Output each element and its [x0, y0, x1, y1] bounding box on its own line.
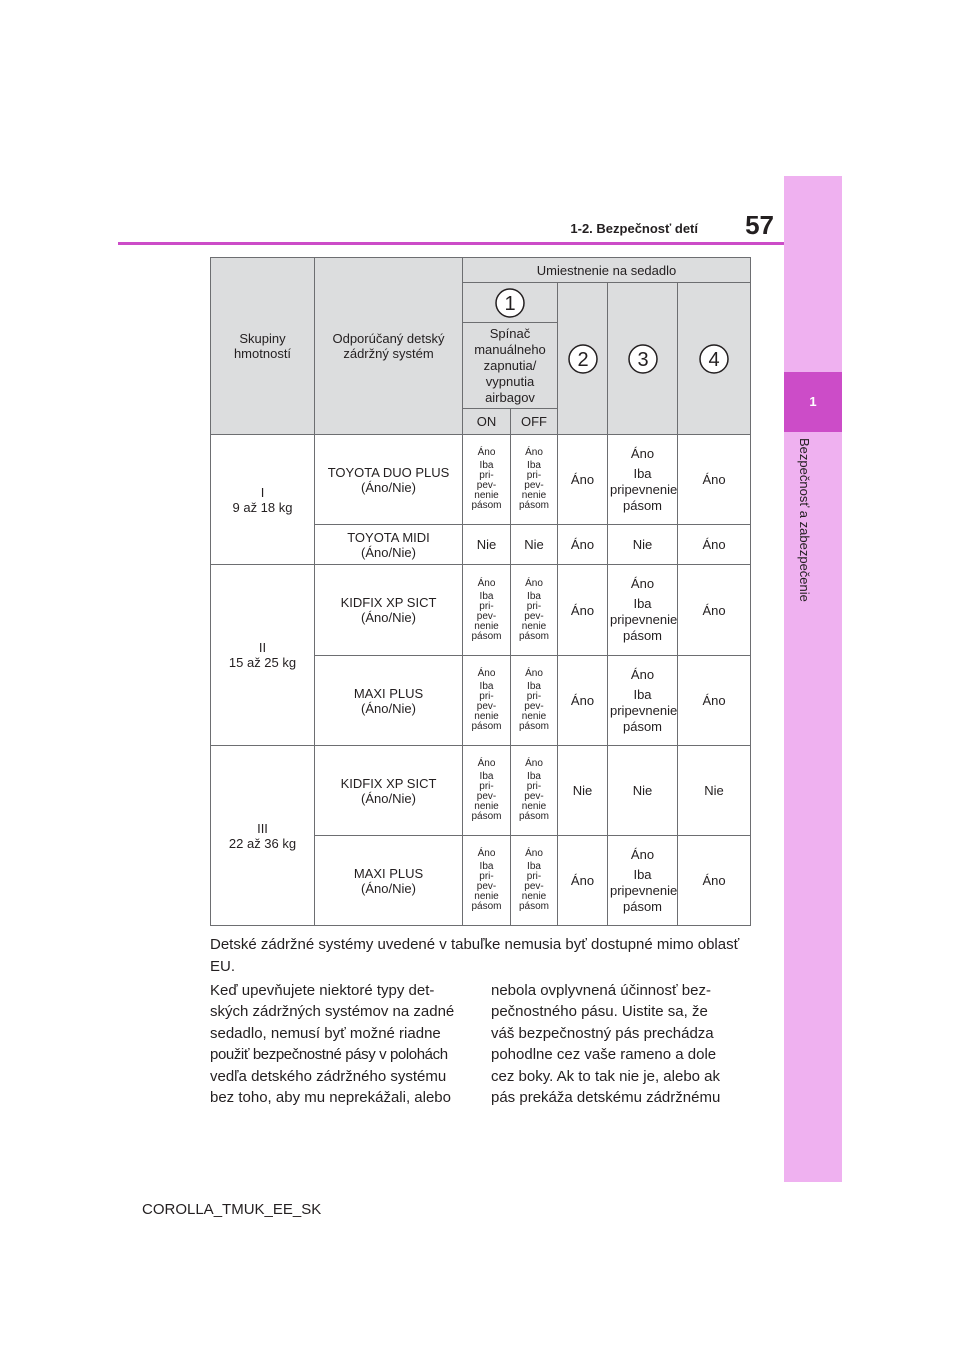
belt-cell-on: Áno Iba pri- pev- nenie pásom — [463, 565, 511, 656]
svg-text:3: 3 — [636, 348, 649, 371]
value-cell: Nie — [678, 746, 751, 836]
value-cell: Áno — [558, 836, 608, 926]
chapter-title-vertical: Bezpečnosť a zabezpečenie — [797, 438, 812, 602]
svg-text:2: 2 — [576, 348, 589, 371]
value-cell: Áno — [678, 525, 751, 565]
body-text-right: nebola ovplyvnená účinnosť bez- pečnostného pásu. Uistite sa, že váš bezpečnostný pás prechádza pohodlne cez vaše rameno a dole cez boky. Ak to tak nie je, alebo ak pás prekáža detskému zádržnému — [491, 982, 721, 1107]
header-rule — [118, 242, 784, 245]
belt-full-cell: Áno Iba pripevnenie pásom — [608, 435, 678, 525]
svg-text:1: 1 — [504, 292, 516, 315]
system-cell: KIDFIX XP SICT (Áno/Nie) — [315, 565, 463, 656]
value-cell: Nie — [608, 746, 678, 836]
side-tab-strip — [784, 176, 842, 1182]
availability-note: Detské zádržné systémy uvedené v tabuľke nemusia byť dostupné mimo oblasť EU. — [210, 936, 740, 975]
value-cell: Nie — [608, 525, 678, 565]
value-cell: Nie — [463, 525, 511, 565]
belt-cell-off: Áno Iba pri- pev- nenie pásom — [511, 836, 558, 926]
seat-2-icon — [558, 283, 608, 435]
header-off: OFF — [511, 409, 558, 435]
belt-cell-on: Áno Iba pri- pev- nenie pásom — [463, 746, 511, 836]
header-weight-group: Skupiny hmotností — [211, 258, 315, 435]
header-seat-placement: Umiestnenie na sedadlo — [463, 258, 751, 283]
belt-cell-off: Áno Iba pri- pev- nenie pásom — [511, 656, 558, 746]
value-cell: Áno — [558, 565, 608, 656]
belt-cell-off: Áno Iba pri- pev- nenie pásom — [511, 746, 558, 836]
section-title: 1-2. Bezpečnosť detí — [570, 221, 698, 236]
system-cell: TOYOTA MIDI (Áno/Nie) — [315, 525, 463, 565]
system-cell: MAXI PLUS (Áno/Nie) — [315, 656, 463, 746]
belt-cell-off: Áno Iba pri- pev- nenie pásom — [511, 565, 558, 656]
group-cell: III 22 až 36 kg — [211, 746, 315, 926]
header-airbag-switch: Spínač manuálneho zapnutia/ vypnutia airbagov — [463, 323, 558, 409]
value-cell: Áno — [678, 565, 751, 656]
header-recommended-system: Odporúčaný detský zádržný systém — [315, 258, 463, 435]
value-cell: Áno — [558, 525, 608, 565]
seat-4-icon — [678, 283, 751, 435]
page-number: 57 — [745, 210, 774, 240]
system-cell: KIDFIX XP SICT (Áno/Nie) — [315, 746, 463, 836]
value-cell: Áno — [678, 836, 751, 926]
footer-code: COROLLA_TMUK_EE_SK — [142, 1201, 322, 1218]
belt-full-cell: Áno Iba pripevnenie pásom — [608, 836, 678, 926]
svg-text:4: 4 — [708, 348, 720, 371]
seat-1-icon — [463, 283, 558, 323]
system-cell: MAXI PLUS (Áno/Nie) — [315, 836, 463, 926]
group-cell: I 9 až 18 kg — [211, 435, 315, 565]
belt-cell-on: Áno Iba pri- pev- nenie pásom — [463, 656, 511, 746]
value-cell: Nie — [558, 746, 608, 836]
seat-3-icon — [608, 283, 678, 435]
group-cell: II 15 až 25 kg — [211, 565, 315, 746]
belt-cell-on: Áno Iba pri- pev- nenie pásom — [463, 435, 511, 525]
body-text-left: Keď upevňujete niektoré typy det- ských zádržných systémov na zadné sedadlo, nemusí byť možné riadne použiť bezpečnostné pásy v polohách vedľa detského zádržného systému bez toho, aby mu neprekážali, alebo — [210, 982, 455, 1107]
child-restraint-table — [210, 257, 751, 926]
system-cell: TOYOTA DUO PLUS (Áno/Nie) — [315, 435, 463, 525]
value-cell: Áno — [678, 656, 751, 746]
belt-full-cell: Áno Iba pripevnenie pásom — [608, 565, 678, 656]
belt-full-cell: Áno Iba pripevnenie pásom — [608, 656, 678, 746]
belt-cell-off: Áno Iba pri- pev- nenie pásom — [511, 435, 558, 525]
belt-cell-on: Áno Iba pri- pev- nenie pásom — [463, 836, 511, 926]
value-cell: Nie — [511, 525, 558, 565]
header-on: ON — [463, 409, 511, 435]
value-cell: Áno — [558, 435, 608, 525]
value-cell: Áno — [558, 656, 608, 746]
value-cell: Áno — [678, 435, 751, 525]
chapter-number-badge: 1 — [784, 372, 842, 432]
